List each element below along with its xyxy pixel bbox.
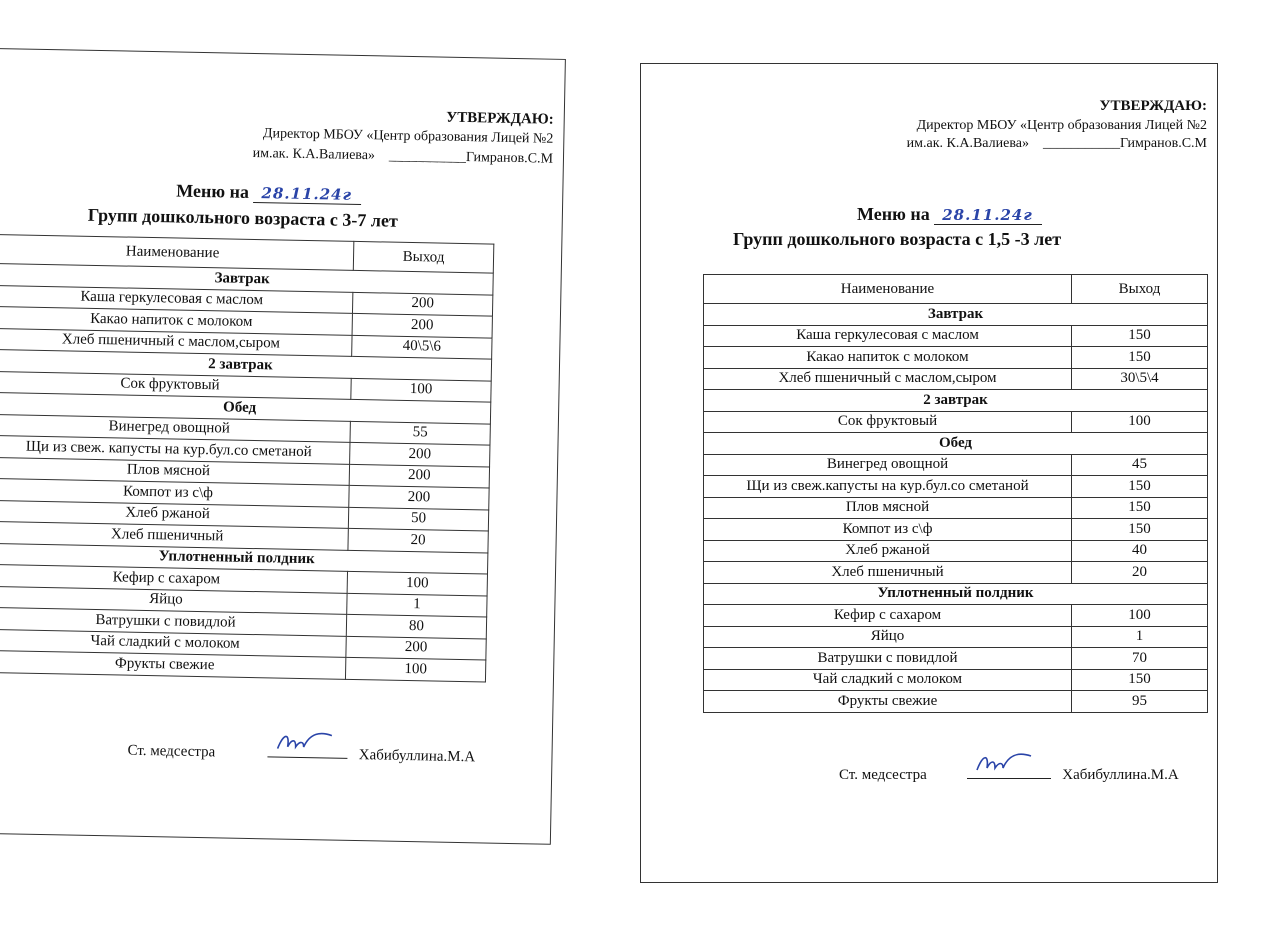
menu-date-handwritten: 28.11.24г	[934, 206, 1042, 225]
section-title: Уплотненный полдник	[0, 543, 488, 574]
dish-output: 70	[1072, 648, 1208, 670]
table-body	[704, 304, 1208, 713]
dish-output: 150	[1072, 476, 1208, 498]
dish-name: Сок фруктовый	[0, 371, 351, 399]
group-title: Групп дошкольного возраста с 1,5 -3 лет	[733, 229, 1062, 249]
dish-name: Каша геркулесовая с маслом	[704, 325, 1072, 347]
column-header-name: Наименование	[704, 275, 1072, 304]
dish-row	[704, 476, 1208, 498]
dish-output: 150	[1072, 497, 1208, 519]
nurse-name: Хабибуллина.М.А	[1062, 767, 1179, 783]
approve-director-line: Директор МБОУ «Центр образования Лицей №2	[262, 126, 554, 147]
table-body	[0, 263, 493, 681]
section-row	[704, 583, 1208, 605]
section-title: 2 завтрак	[704, 390, 1208, 412]
dish-name: Фрукты свежие	[704, 691, 1072, 713]
dish-name: Чай сладкий с молоком	[0, 629, 346, 657]
column-header-output: Выход	[353, 241, 494, 273]
dish-name: Фрукты свежие	[0, 650, 346, 678]
menu-label: Меню на	[176, 180, 250, 202]
dish-name: Каша геркулесовая с маслом	[0, 285, 353, 313]
dish-output: 100	[345, 657, 485, 681]
dish-row	[704, 648, 1208, 670]
dish-output: 200	[352, 292, 492, 316]
dish-name: Сок фруктовый	[704, 411, 1072, 433]
approve-school-suffix: им.ак. К.А.Валиева»	[252, 145, 376, 164]
dish-name: Винегред овощной	[704, 454, 1072, 476]
menu-date-title	[176, 180, 362, 205]
approve-blank: ___________	[1042, 136, 1120, 151]
section-title: Завтрак	[704, 304, 1208, 326]
dish-row	[704, 347, 1208, 369]
approve-director-name: Гимранов.С.М	[1119, 136, 1207, 151]
approve-blank: ___________	[388, 148, 467, 166]
column-header-name: Наименование	[0, 234, 354, 270]
dish-output: 95	[1072, 691, 1208, 713]
section-title: Завтрак	[0, 263, 493, 294]
dish-name: Хлеб ржаной	[0, 500, 349, 528]
nurse-signature-row	[127, 740, 475, 767]
menu-table	[703, 274, 1208, 713]
dish-name: Щи из свеж. капусты на кур.бул.со сметаной	[0, 435, 350, 463]
dish-name: Какао напиток с молоком	[0, 306, 352, 334]
dish-output: 30\5\4	[1072, 368, 1208, 390]
dish-name: Хлеб пшеничный с маслом,сыром	[0, 328, 352, 356]
section-row	[704, 433, 1208, 455]
section-title: 2 завтрак	[0, 349, 492, 380]
dish-name: Винегред овощной	[0, 414, 350, 442]
dish-output: 200	[349, 485, 489, 509]
dish-name: Яйцо	[0, 586, 347, 614]
dish-row	[704, 540, 1208, 562]
menu-page-right	[640, 63, 1218, 883]
approve-director-line: Директор МБОУ «Центр образования Лицей №2	[916, 118, 1207, 133]
dish-name: Кефир с сахаром	[0, 564, 348, 592]
dish-output: 1	[347, 593, 487, 617]
dish-output: 100	[347, 571, 487, 595]
section-row	[704, 304, 1208, 326]
dish-output: 150	[1072, 325, 1208, 347]
dish-output: 150	[1072, 669, 1208, 691]
dish-output: 200	[349, 464, 489, 488]
dish-row	[704, 691, 1208, 713]
table-header-row	[704, 275, 1208, 304]
nurse-signature	[967, 764, 1051, 779]
dish-name: Плов мясной	[0, 457, 350, 485]
dish-row	[704, 519, 1208, 541]
menu-date-handwritten: 28.11.24г	[253, 184, 361, 205]
dish-output: 50	[348, 507, 488, 531]
dish-row	[704, 411, 1208, 433]
approve-title: УТВЕРЖДАЮ:	[1099, 98, 1207, 114]
dish-output: 100	[351, 378, 491, 402]
nurse-name: Хабибуллина.М.А	[358, 747, 476, 766]
dish-name: Хлеб пшеничный	[0, 521, 348, 549]
dish-output: 40\5\6	[352, 335, 492, 359]
dish-output: 100	[1072, 411, 1208, 433]
dish-output: 150	[1072, 347, 1208, 369]
section-title: Обед	[0, 392, 491, 423]
dish-name: Кефир с сахаром	[704, 605, 1072, 627]
dish-name: Ватрушки с повидлой	[704, 648, 1072, 670]
dish-name: Хлеб пшеничный с маслом,сыром	[704, 368, 1072, 390]
menu-label: Меню на	[857, 204, 930, 224]
dish-row	[704, 562, 1208, 584]
dish-name: Чай сладкий с молоком	[704, 669, 1072, 691]
dish-name: Компот из с\ф	[704, 519, 1072, 541]
dish-output: 100	[1072, 605, 1208, 627]
dish-name: Компот из с\ф	[0, 478, 349, 506]
approve-title: УТВЕРЖДАЮ:	[446, 109, 554, 128]
section-title: Обед	[704, 433, 1208, 455]
group-title: Групп дошкольного возраста с 3-7 лет	[87, 204, 399, 231]
approve-school-suffix: им.ак. К.А.Валиева»	[906, 136, 1029, 151]
signature-icon	[273, 728, 337, 755]
dish-row	[704, 368, 1208, 390]
dish-row	[704, 325, 1208, 347]
dish-name: Плов мясной	[704, 497, 1072, 519]
dish-row	[704, 669, 1208, 691]
section-title: Уплотненный полдник	[704, 583, 1208, 605]
dish-row	[704, 605, 1208, 627]
dish-output: 55	[350, 421, 490, 445]
dish-output: 1	[1072, 626, 1208, 648]
menu-table	[0, 234, 494, 682]
approve-signature-line	[253, 146, 554, 168]
dish-name: Щи из свеж.капусты на кур.бул.со сметаной	[704, 476, 1072, 498]
dish-output: 200	[346, 636, 486, 660]
nurse-signature	[267, 742, 347, 759]
dish-name: Какао напиток с молоком	[704, 347, 1072, 369]
dish-name: Яйцо	[704, 626, 1072, 648]
dish-output: 200	[350, 442, 490, 466]
dish-output: 20	[348, 528, 488, 552]
dish-output: 150	[1072, 519, 1208, 541]
nurse-role: Ст. медсестра	[127, 742, 216, 761]
approve-director-name: Гимранов.С.М	[465, 150, 554, 167]
dish-row	[704, 454, 1208, 476]
dish-output: 40	[1072, 540, 1208, 562]
dish-output: 20	[1072, 562, 1208, 584]
dish-row	[704, 626, 1208, 648]
section-row	[704, 390, 1208, 412]
menu-date-title	[857, 204, 1042, 225]
dish-output: 45	[1072, 454, 1208, 476]
dish-output: 80	[346, 614, 486, 638]
nurse-signature-row	[839, 764, 1179, 784]
signature-icon	[973, 750, 1037, 776]
menu-page-left	[0, 48, 566, 845]
approve-signature-line	[907, 136, 1207, 152]
dish-name: Хлеб ржаной	[704, 540, 1072, 562]
column-header-output: Выход	[1072, 275, 1208, 304]
dish-row	[704, 497, 1208, 519]
dish-name: Хлеб пшеничный	[704, 562, 1072, 584]
dish-name: Ватрушки с повидлой	[0, 607, 347, 635]
dish-output: 200	[352, 313, 492, 337]
nurse-role: Ст. медсестра	[839, 767, 927, 783]
